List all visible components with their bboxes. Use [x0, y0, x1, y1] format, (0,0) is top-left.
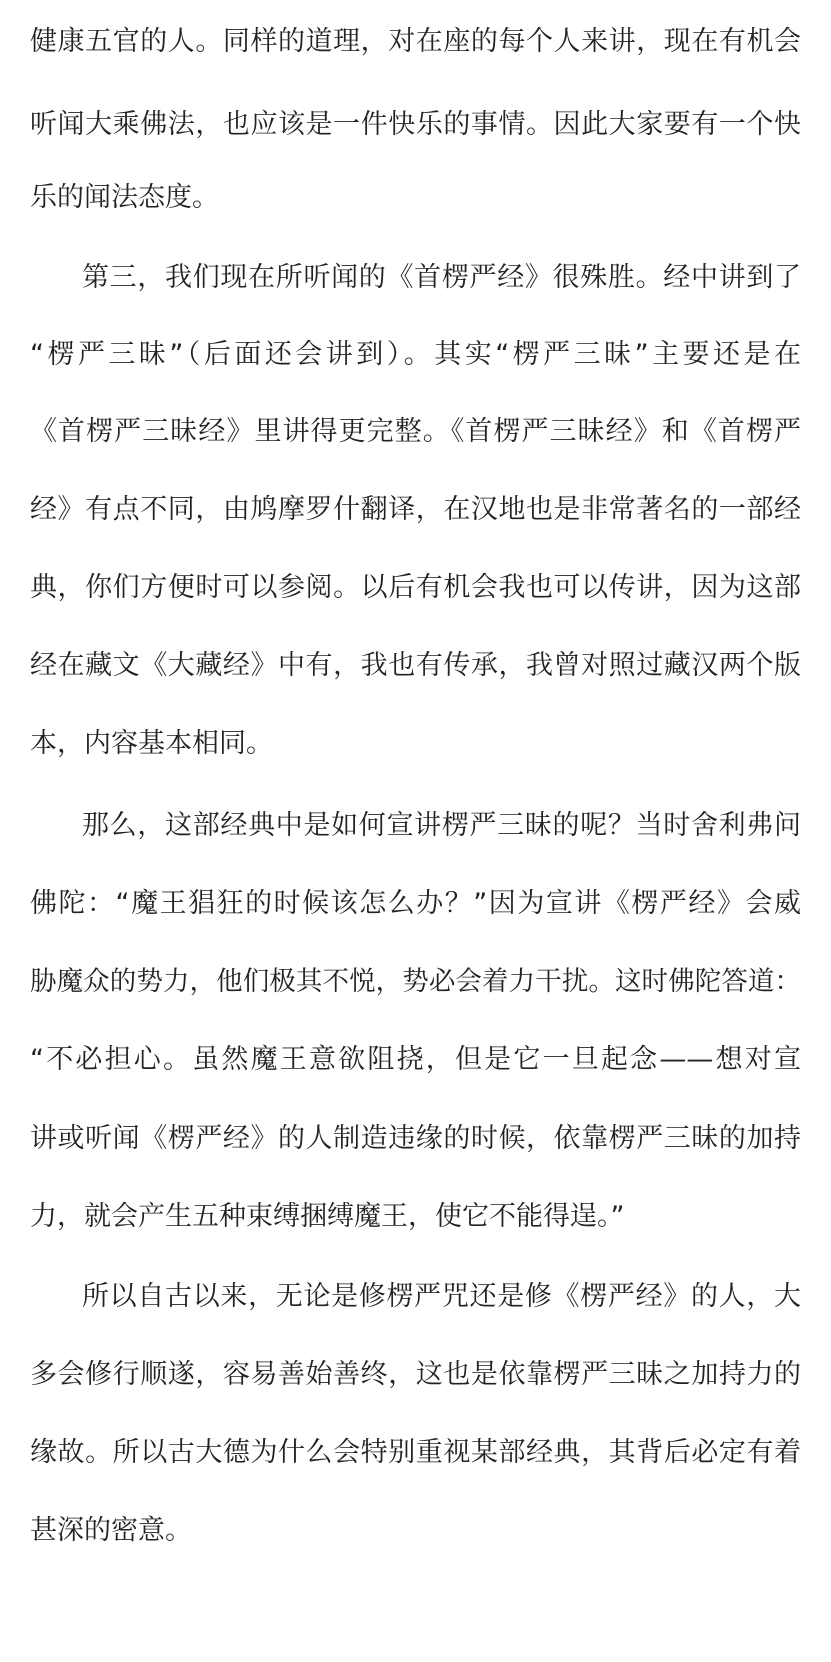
paragraph-2-line-6: 经在藏文《大藏经》中有，我也有传承，我曾对照过藏汉两个版 — [30, 650, 801, 681]
paragraph-4-line-1: 所以自古以来，无论是修楞严咒还是修《楞严经》的人，大 — [82, 1281, 801, 1312]
paragraph-3-line-2: 佛陀：“魔王猖狂的时候该怎么办？”因为宣讲《楞严经》会威 — [30, 888, 801, 919]
paragraph-2-line-2: “楞严三昧”（后面还会讲到）。其实“楞严三昧”主要还是在 — [30, 339, 801, 370]
paragraph-3-line-4: “不必担心。虽然魔王意欲阻挠，但是它一旦起念——想对宣 — [30, 1044, 801, 1075]
paragraph-2-line-5: 典，你们方便时可以参阅。以后有机会我也可以传讲，因为这部 — [30, 572, 801, 603]
paragraph-2-line-7: 本，内容基本相同。 — [30, 728, 273, 759]
paragraph-3-line-5: 讲或听闻《楞严经》的人制造违缘的时候，依靠楞严三昧的加持 — [30, 1123, 801, 1154]
paragraph-3-line-6: 力，就会产生五种束缚捆缚魔王，使它不能得逞。” — [30, 1201, 625, 1232]
paragraph-3-line-3: 胁魔众的势力，他们极其不悦，势必会着力干扰。这时佛陀答道： — [30, 966, 801, 997]
paragraph-1-line-1: 健康五官的人。同样的道理，对在座的每个人来讲，现在有机会 — [30, 26, 801, 57]
paragraph-2-line-3: 《首楞严三昧经》里讲得更完整。《首楞严三昧经》和《首楞严 — [30, 416, 801, 447]
paragraph-1-line-3: 乐的闻法态度。 — [30, 182, 219, 213]
paragraph-1-line-2: 听闻大乘佛法，也应该是一件快乐的事情。因此大家要有一个快 — [30, 109, 801, 140]
paragraph-3-line-1: 那么，这部经典中是如何宣讲楞严三昧的呢？当时舍利弗问 — [82, 810, 801, 841]
paragraph-4-line-2: 多会修行顺遂，容易善始善终，这也是依靠楞严三昧之加持力的 — [30, 1359, 801, 1390]
paragraph-4-line-3: 缘故。所以古大德为什么会特别重视某部经典，其背后必定有着 — [30, 1437, 801, 1468]
paragraph-2-line-4: 经》有点不同，由鸠摩罗什翻译，在汉地也是非常著名的一部经 — [30, 494, 801, 525]
paragraph-2-line-1: 第三，我们现在所听闻的《首楞严经》很殊胜。经中讲到了 — [82, 262, 801, 293]
paragraph-4-line-4: 甚深的密意。 — [30, 1515, 192, 1546]
